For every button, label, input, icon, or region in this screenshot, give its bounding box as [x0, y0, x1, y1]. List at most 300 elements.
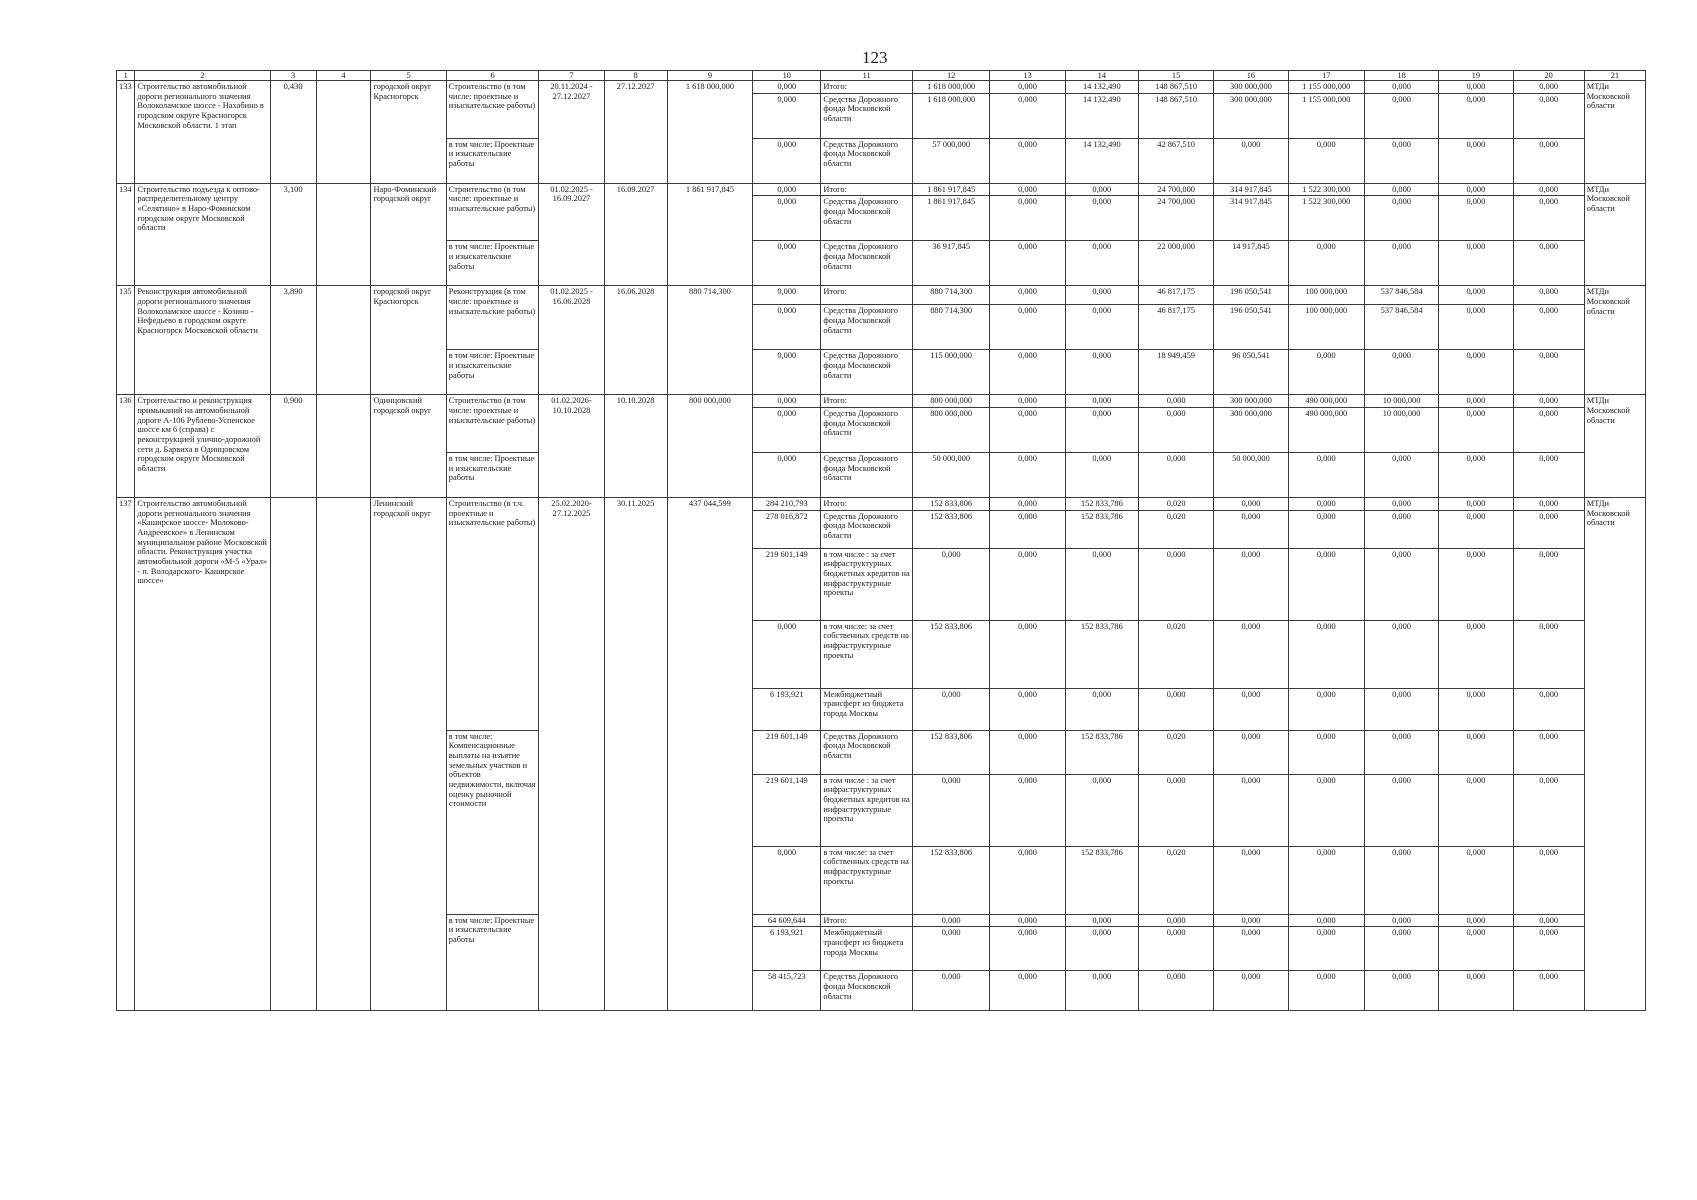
year-amount: 0,000: [1439, 81, 1513, 94]
year-amount: 0,000: [1214, 620, 1288, 688]
year-amount: 880 714,300: [912, 305, 989, 350]
year-amount: 1 861 917,845: [912, 183, 989, 196]
year-amount: 0,020: [1138, 497, 1213, 510]
year-amount: 1 522 300,000: [1288, 183, 1364, 196]
year-amount: 0,000: [1364, 241, 1438, 286]
column-number: 13: [990, 71, 1065, 81]
year-amount: 0,000: [1439, 774, 1513, 846]
year-amount: 0,000: [1439, 510, 1513, 548]
financed-amount: 0,000: [753, 620, 821, 688]
year-amount: 0,000: [1439, 497, 1513, 510]
year-amount: 0,000: [1364, 914, 1438, 927]
financed-amount: 0,000: [753, 81, 821, 94]
end-date: 10.10.2028: [604, 395, 667, 498]
year-amount: 0,000: [1288, 620, 1364, 688]
year-amount: 0,000: [1364, 927, 1438, 971]
year-amount: 36 917,845: [912, 241, 989, 286]
column-number: 10: [753, 71, 821, 81]
funding-source: Средства Дорожного фонда Московской области: [821, 730, 913, 774]
year-amount: 0,000: [1439, 305, 1513, 350]
year-amount: 152 833,806: [912, 620, 989, 688]
year-amount: 0,000: [1439, 407, 1513, 452]
year-amount: 0,000: [990, 138, 1065, 183]
funding-source: Средства Дорожного фонда Московской области: [821, 138, 913, 183]
year-amount: 0,000: [1065, 350, 1138, 395]
year-amount: 0,000: [1513, 548, 1584, 620]
year-amount: 0,000: [990, 407, 1065, 452]
year-amount: 0,000: [912, 548, 989, 620]
year-amount: 0,000: [1513, 81, 1584, 94]
length-km: 3,890: [270, 286, 316, 395]
year-amount: 0,000: [990, 81, 1065, 94]
year-amount: 0,000: [1439, 350, 1513, 395]
year-amount: 0,020: [1138, 846, 1213, 914]
year-amount: 0,000: [1214, 914, 1288, 927]
column-number: 11: [821, 71, 913, 81]
column-number: 14: [1065, 71, 1138, 81]
year-amount: 0,000: [990, 846, 1065, 914]
year-amount: 0,000: [1214, 730, 1288, 774]
length-km: 0,900: [270, 395, 316, 498]
year-amount: 0,000: [1364, 730, 1438, 774]
year-amount: 0,000: [1138, 407, 1213, 452]
year-amount: 0,000: [1364, 81, 1438, 94]
year-amount: 0,000: [1439, 183, 1513, 196]
year-amount: 0,000: [1065, 452, 1138, 497]
year-amount: 42 867,510: [1138, 138, 1213, 183]
year-amount: 0,000: [1065, 395, 1138, 408]
year-amount: 0,000: [1364, 138, 1438, 183]
year-amount: 24 700,000: [1138, 183, 1213, 196]
funding-source: Итого:: [821, 914, 913, 927]
year-amount: 148 867,510: [1138, 81, 1213, 94]
row-number: 133: [117, 81, 135, 184]
year-amount: 0,000: [1513, 183, 1584, 196]
year-amount: 0,000: [990, 93, 1065, 138]
financed-amount: 0,000: [753, 138, 821, 183]
year-amount: 46 817,175: [1138, 305, 1213, 350]
year-amount: 0,000: [1065, 196, 1138, 241]
year-amount: 0,000: [1513, 971, 1584, 1011]
year-amount: 18 949,459: [1138, 350, 1213, 395]
year-amount: 0,000: [1439, 971, 1513, 1011]
column-number: 3: [270, 71, 316, 81]
funding-source: Средства Дорожного фонда Московской области: [821, 510, 913, 548]
responsible: МТДи Московской области: [1584, 183, 1645, 286]
year-amount: 490 000,000: [1288, 395, 1364, 408]
column-number: 20: [1513, 71, 1584, 81]
year-amount: 100 000,000: [1288, 305, 1364, 350]
municipality: Одинцовский городской округ: [371, 395, 446, 498]
year-amount: 24 700,000: [1138, 196, 1213, 241]
object-name: Строительство автомобильной дороги регионального значения Волоколамское шоссе - Нахабино в городском округе Красногорск Московской области. 1 этап: [135, 81, 270, 184]
year-amount: 0,000: [990, 774, 1065, 846]
year-amount: 0,000: [1214, 774, 1288, 846]
work-type: Строительство (в т.ч. проектные и изыскательские работы): [446, 497, 539, 730]
object-name: Реконструкция автомобильной дороги регионального значения Волоколамское шоссе - Козино - Нефедьево в городском округе Красногорск Московской области: [135, 286, 270, 395]
empty-cell: [316, 497, 371, 1010]
year-amount: 196 050,541: [1214, 286, 1288, 305]
year-amount: 0,000: [990, 620, 1065, 688]
table-row: [117, 183, 1646, 196]
municipality: городской округ Красногорск: [371, 286, 446, 395]
year-amount: 0,000: [1364, 93, 1438, 138]
year-amount: 0,000: [990, 305, 1065, 350]
row-number: 134: [117, 183, 135, 286]
year-amount: 0,000: [1439, 452, 1513, 497]
page-number: 123: [862, 48, 888, 67]
year-amount: 152 833,806: [912, 497, 989, 510]
financed-amount: 0,000: [753, 196, 821, 241]
year-amount: 0,000: [1214, 927, 1288, 971]
year-amount: 0,000: [912, 927, 989, 971]
year-amount: 0,000: [990, 548, 1065, 620]
year-amount: 10 000,000: [1364, 407, 1438, 452]
year-amount: 0,000: [1439, 286, 1513, 305]
column-number: 9: [667, 71, 753, 81]
funding-source: в том числе : за счет инфраструктурных бюджетных кредитов на инфраструктурные проекты: [821, 774, 913, 846]
funding-source: Итого:: [821, 81, 913, 94]
funding-source: Межбюджетный трансферт из бюджета города Москвы: [821, 688, 913, 730]
responsible: МТДи Московской области: [1584, 286, 1645, 395]
year-amount: 115 000,000: [912, 350, 989, 395]
year-amount: 0,000: [1364, 846, 1438, 914]
year-amount: 0,000: [990, 241, 1065, 286]
financed-amount: 284 210,793: [753, 497, 821, 510]
year-amount: 0,000: [1214, 688, 1288, 730]
year-amount: 0,000: [1288, 914, 1364, 927]
column-number: 12: [912, 71, 989, 81]
year-amount: 880 714,300: [912, 286, 989, 305]
year-amount: 0,000: [1214, 548, 1288, 620]
financed-amount: 0,000: [753, 93, 821, 138]
work-type: Реконструкция (в том числе: проектные и изыскательские работы): [446, 286, 539, 350]
year-amount: 0,000: [1288, 138, 1364, 183]
year-amount: 0,000: [1065, 286, 1138, 305]
work-dates: 01.02.2026- 10.10.2028: [539, 395, 604, 498]
year-amount: 0,000: [1513, 241, 1584, 286]
work-dates: 25.02.2020- 27.12.2025: [539, 497, 604, 1010]
year-amount: 0,000: [1439, 914, 1513, 927]
funding-source: Средства Дорожного фонда Московской области: [821, 971, 913, 1011]
year-amount: 0,000: [1288, 688, 1364, 730]
year-amount: 314 917,845: [1214, 196, 1288, 241]
year-amount: 0,000: [1513, 688, 1584, 730]
year-amount: 0,000: [1138, 927, 1213, 971]
financed-amount: 6 193,921: [753, 927, 821, 971]
responsible: МТДи Московской области: [1584, 81, 1645, 184]
year-amount: 0,000: [1439, 688, 1513, 730]
year-amount: 0,000: [1364, 548, 1438, 620]
year-amount: 1 155 000,000: [1288, 81, 1364, 94]
year-amount: 0,000: [1513, 286, 1584, 305]
year-amount: 0,000: [1364, 452, 1438, 497]
year-amount: 0,000: [1214, 971, 1288, 1011]
year-amount: 537 846,584: [1364, 305, 1438, 350]
year-amount: 152 833,786: [1065, 620, 1138, 688]
financed-amount: 0,000: [753, 395, 821, 408]
column-number: 18: [1364, 71, 1438, 81]
year-amount: 0,000: [1364, 196, 1438, 241]
column-number-row: [117, 71, 1646, 81]
year-amount: 0,000: [1439, 241, 1513, 286]
year-amount: 0,000: [1138, 774, 1213, 846]
table-row: [117, 395, 1646, 408]
year-amount: 0,000: [1513, 927, 1584, 971]
work-type: в том числе: Проектные и изыскательские работы: [446, 350, 539, 395]
year-amount: 0,000: [1288, 927, 1364, 971]
work-dates: 01.02.2025 - 16.06.2028: [539, 286, 604, 395]
year-amount: 800 000,000: [912, 407, 989, 452]
year-amount: 0,000: [990, 350, 1065, 395]
work-type: Строительство (в том числе: проектные и изыскательские работы): [446, 183, 539, 241]
year-amount: 0,000: [990, 971, 1065, 1011]
financed-amount: 278 016,872: [753, 510, 821, 548]
year-amount: 0,000: [1288, 350, 1364, 395]
year-amount: 0,000: [990, 395, 1065, 408]
funding-source: Итого:: [821, 395, 913, 408]
funding-source: Средства Дорожного фонда Московской области: [821, 241, 913, 286]
year-amount: 14 917,845: [1214, 241, 1288, 286]
year-amount: 100 000,000: [1288, 286, 1364, 305]
year-amount: 50 000,000: [912, 452, 989, 497]
year-amount: 0,000: [1513, 730, 1584, 774]
column-number: 8: [604, 71, 667, 81]
year-amount: 0,000: [1439, 846, 1513, 914]
year-amount: 0,000: [1214, 510, 1288, 548]
year-amount: 152 833,786: [1065, 497, 1138, 510]
total-cost: 1 618 000,000: [667, 81, 753, 184]
year-amount: 0,000: [1288, 730, 1364, 774]
year-amount: 0,000: [1513, 914, 1584, 927]
financed-amount: 0,000: [753, 286, 821, 305]
year-amount: 14 132,490: [1065, 138, 1138, 183]
work-type: в том числе: Проектные и изыскательские работы: [446, 241, 539, 286]
year-amount: 0,000: [1513, 196, 1584, 241]
year-amount: 800 000,000: [912, 395, 989, 408]
year-amount: 152 833,786: [1065, 510, 1138, 548]
funding-source: в том числе: за счет собственных средств на инфраструктурные проекты: [821, 846, 913, 914]
year-amount: 0,000: [1288, 452, 1364, 497]
year-amount: 1 861 917,845: [912, 196, 989, 241]
year-amount: 0,000: [1513, 407, 1584, 452]
funding-source: Итого:: [821, 497, 913, 510]
year-amount: 0,000: [990, 286, 1065, 305]
year-amount: 0,000: [1364, 971, 1438, 1011]
year-amount: 0,000: [1288, 846, 1364, 914]
year-amount: 0,000: [1288, 510, 1364, 548]
table-row: [117, 497, 1646, 510]
financed-amount: 58 415,723: [753, 971, 821, 1011]
year-amount: 0,000: [1513, 452, 1584, 497]
funding-source: Средства Дорожного фонда Московской области: [821, 452, 913, 497]
year-amount: 0,000: [912, 971, 989, 1011]
financed-amount: 0,000: [753, 350, 821, 395]
year-amount: 0,000: [1065, 927, 1138, 971]
year-amount: 0,000: [1439, 138, 1513, 183]
empty-cell: [316, 183, 371, 286]
year-amount: 0,000: [990, 927, 1065, 971]
year-amount: 148 867,510: [1138, 93, 1213, 138]
work-type: в том числе: Компенсационные выплаты на изъятие земельных участков и объектов недвижимости, включая оценку рыночной стоимости: [446, 730, 539, 914]
year-amount: 0,000: [1364, 183, 1438, 196]
year-amount: 0,000: [1288, 774, 1364, 846]
end-date: 16.09.2027: [604, 183, 667, 286]
work-type: в том числе: Проектные и изыскательские работы: [446, 452, 539, 497]
empty-cell: [316, 81, 371, 184]
column-number: 15: [1138, 71, 1213, 81]
year-amount: 1 155 000,000: [1288, 93, 1364, 138]
year-amount: 300 000,000: [1214, 407, 1288, 452]
column-number: 6: [446, 71, 539, 81]
year-amount: 300 000,000: [1214, 81, 1288, 94]
year-amount: 0,000: [1439, 548, 1513, 620]
year-amount: 0,000: [1065, 183, 1138, 196]
year-amount: 0,000: [990, 688, 1065, 730]
year-amount: 152 833,806: [912, 510, 989, 548]
year-amount: 0,000: [990, 452, 1065, 497]
financed-amount: 0,000: [753, 407, 821, 452]
year-amount: 0,000: [1364, 774, 1438, 846]
municipality: Наро-Фоминский городской округ: [371, 183, 446, 286]
row-number: 135: [117, 286, 135, 395]
year-amount: 0,000: [1138, 688, 1213, 730]
year-amount: 300 000,000: [1214, 395, 1288, 408]
work-type: Строительство (в том числе: проектные и изыскательские работы): [446, 81, 539, 139]
column-number: 1: [117, 71, 135, 81]
year-amount: 0,000: [1439, 93, 1513, 138]
column-number: 16: [1214, 71, 1288, 81]
year-amount: 0,000: [1214, 846, 1288, 914]
year-amount: 0,000: [1513, 620, 1584, 688]
year-amount: 14 132,490: [1065, 93, 1138, 138]
funding-source: в том числе : за счет инфраструктурных бюджетных кредитов на инфраструктурные проекты: [821, 548, 913, 620]
funding-source: в том числе: за счет собственных средств на инфраструктурные проекты: [821, 620, 913, 688]
financed-amount: 0,000: [753, 241, 821, 286]
year-amount: 0,000: [1364, 497, 1438, 510]
financed-amount: 0,000: [753, 846, 821, 914]
year-amount: 0,000: [1513, 395, 1584, 408]
year-amount: 1 618 000,000: [912, 81, 989, 94]
year-amount: 1 618 000,000: [912, 93, 989, 138]
year-amount: 14 132,490: [1065, 81, 1138, 94]
financed-amount: 64 609,644: [753, 914, 821, 927]
year-amount: 0,000: [990, 730, 1065, 774]
year-amount: 0,000: [1439, 395, 1513, 408]
length-km: 0,430: [270, 81, 316, 184]
column-number: 17: [1288, 71, 1364, 81]
year-amount: 0,000: [912, 914, 989, 927]
funding-source: Средства Дорожного фонда Московской области: [821, 305, 913, 350]
end-date: 30.11.2025: [604, 497, 667, 1010]
end-date: 27.12.2027: [604, 81, 667, 184]
object-name: Строительство автомобильной дороги регионального значения «Каширское шоссе- Молоково- Андреевское» в Ленинском муниципальном районе Московской области. Реконструкция участка автомобильной дороги «М-5 «Урал» - п. Володарского- Каширское шоссе»: [135, 497, 270, 1010]
financed-amount: 219 601,149: [753, 774, 821, 846]
municipality: городской округ Красногорск: [371, 81, 446, 184]
financed-amount: 0,000: [753, 452, 821, 497]
year-amount: 0,000: [1513, 497, 1584, 510]
year-amount: 0,000: [1065, 774, 1138, 846]
work-dates: 01.02.2025 - 16.09.2027: [539, 183, 604, 286]
financed-amount: 0,000: [753, 305, 821, 350]
year-amount: 0,000: [1439, 927, 1513, 971]
year-amount: 0,000: [1065, 688, 1138, 730]
row-number: 137: [117, 497, 135, 1010]
funding-source: Средства Дорожного фонда Московской области: [821, 350, 913, 395]
year-amount: 0,000: [1288, 971, 1364, 1011]
total-cost: 800 000,000: [667, 395, 753, 498]
year-amount: 0,000: [1513, 774, 1584, 846]
year-amount: 0,000: [1138, 548, 1213, 620]
year-amount: 0,000: [1065, 241, 1138, 286]
financed-amount: 219 601,149: [753, 548, 821, 620]
year-amount: 0,000: [912, 688, 989, 730]
responsible: МТДи Московской области: [1584, 497, 1645, 1010]
total-cost: 437 044,599: [667, 497, 753, 1010]
year-amount: 57 000,000: [912, 138, 989, 183]
funding-source: Средства Дорожного фонда Московской области: [821, 93, 913, 138]
year-amount: 1 522 300,000: [1288, 196, 1364, 241]
empty-cell: [316, 395, 371, 498]
year-amount: 0,000: [1065, 407, 1138, 452]
year-amount: 0,000: [1065, 305, 1138, 350]
year-amount: 0,000: [1288, 241, 1364, 286]
year-amount: 0,000: [1288, 497, 1364, 510]
financed-amount: 219 601,149: [753, 730, 821, 774]
year-amount: 0,000: [1138, 452, 1213, 497]
year-amount: 0,000: [912, 774, 989, 846]
financing-table: [116, 70, 1646, 1011]
total-cost: 880 714,300: [667, 286, 753, 395]
object-name: Строительство подъезда к оптово-распределительному центру «Селятино» в Наро-Фоминском городском округе Московской области: [135, 183, 270, 286]
year-amount: 0,000: [1439, 730, 1513, 774]
funding-source: Средства Дорожного фонда Московской области: [821, 407, 913, 452]
year-amount: 0,000: [990, 914, 1065, 927]
year-amount: 0,000: [1065, 971, 1138, 1011]
municipality: Ленинский городской округ: [371, 497, 446, 1010]
year-amount: 0,000: [1138, 914, 1213, 927]
year-amount: 0,020: [1138, 620, 1213, 688]
year-amount: 0,000: [1513, 350, 1584, 395]
length-km: 3,100: [270, 183, 316, 286]
year-amount: 0,000: [1288, 548, 1364, 620]
work-dates: 20.11.2024 - 27.12.2027: [539, 81, 604, 184]
responsible: МТДи Московской области: [1584, 395, 1645, 498]
funding-source: Средства Дорожного фонда Московской области: [821, 196, 913, 241]
year-amount: 152 833,786: [1065, 846, 1138, 914]
year-amount: 0,000: [1138, 395, 1213, 408]
year-amount: 0,000: [1364, 688, 1438, 730]
year-amount: 22 000,000: [1138, 241, 1213, 286]
year-amount: 152 833,806: [912, 730, 989, 774]
column-number: 2: [135, 71, 270, 81]
year-amount: 0,000: [1065, 548, 1138, 620]
year-amount: 0,000: [990, 196, 1065, 241]
total-cost: 1 861 917,845: [667, 183, 753, 286]
year-amount: 0,000: [1364, 620, 1438, 688]
year-amount: 0,000: [1065, 914, 1138, 927]
year-amount: 152 833,786: [1065, 730, 1138, 774]
year-amount: 0,000: [990, 510, 1065, 548]
year-amount: 300 000,000: [1214, 93, 1288, 138]
year-amount: 0,020: [1138, 510, 1213, 548]
column-number: 5: [371, 71, 446, 81]
work-type: в том числе: Проектные и изыскательские работы: [446, 914, 539, 1011]
year-amount: 50 000,000: [1214, 452, 1288, 497]
year-amount: 96 050,541: [1214, 350, 1288, 395]
year-amount: 0,000: [1364, 350, 1438, 395]
year-amount: 10 000,000: [1364, 395, 1438, 408]
